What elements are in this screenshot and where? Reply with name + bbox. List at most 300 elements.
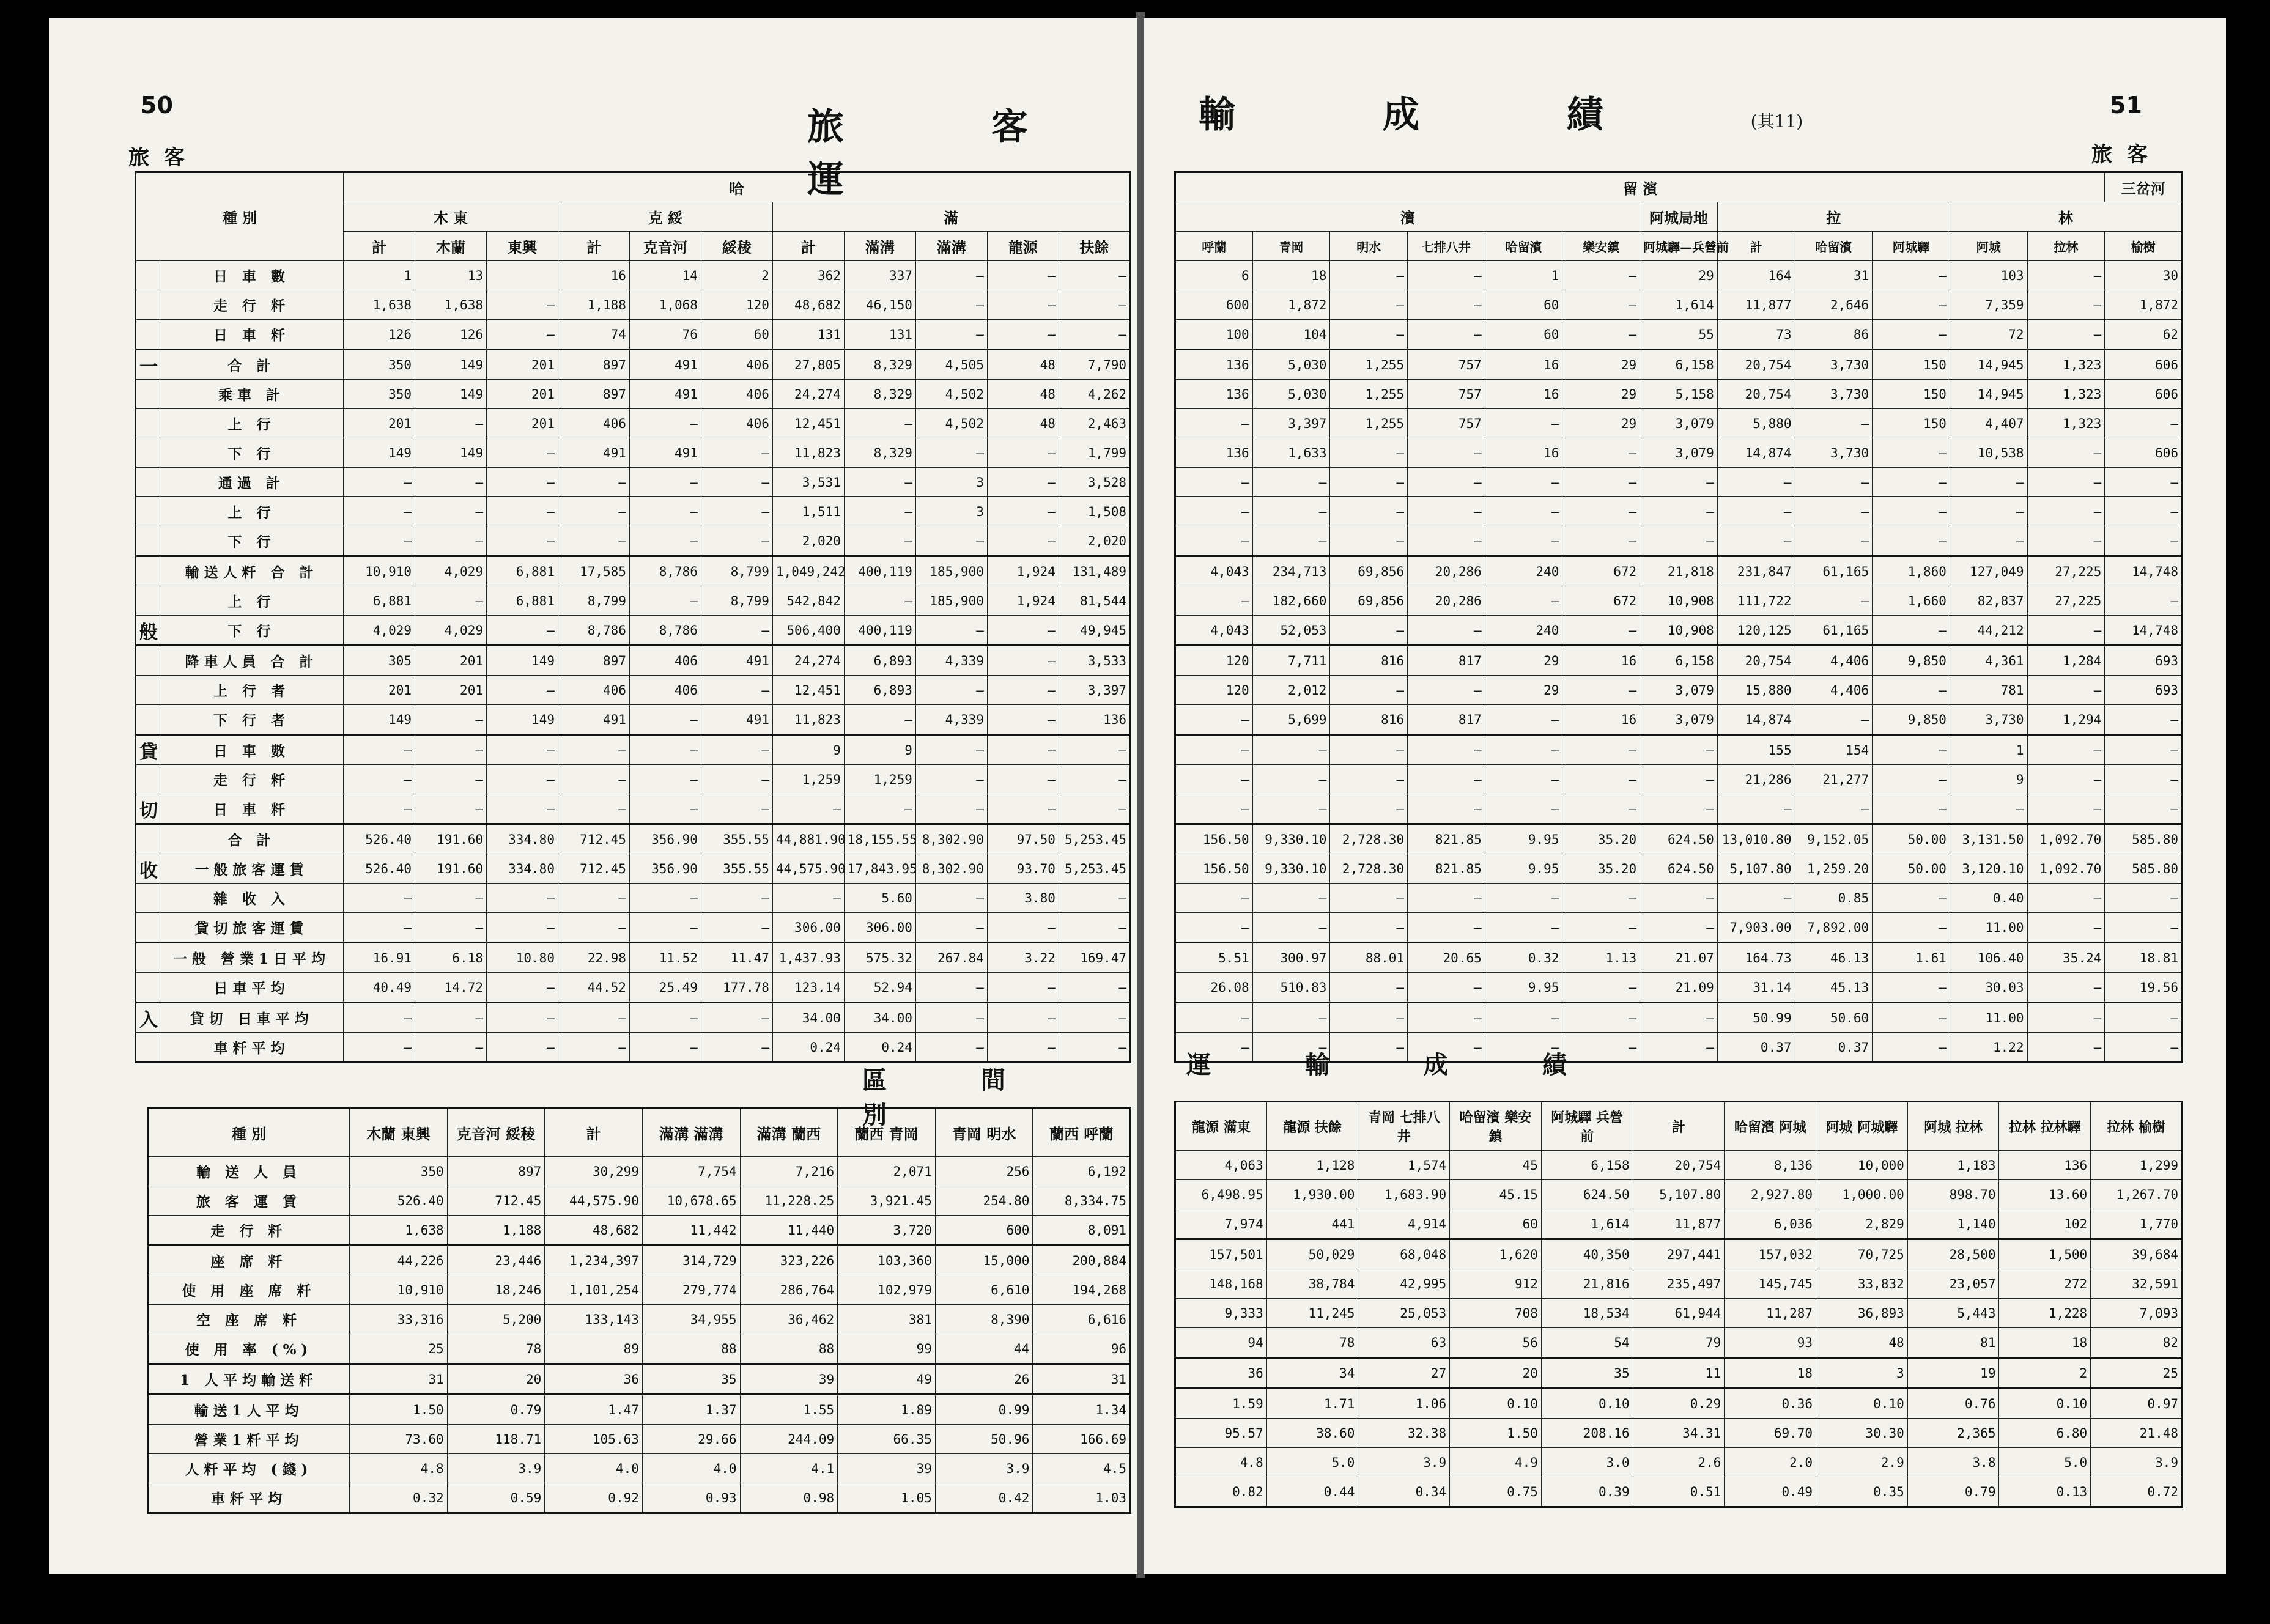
table-cell: 1,255 bbox=[1330, 380, 1408, 409]
table-cell: 7,974 bbox=[1175, 1209, 1267, 1239]
table-cell: — bbox=[1873, 1033, 1950, 1063]
table-cell: 120 bbox=[1175, 646, 1253, 676]
table-cell: — bbox=[1562, 261, 1640, 290]
table-cell: 1,574 bbox=[1358, 1151, 1450, 1180]
table-cell: — bbox=[915, 1033, 987, 1063]
table-cell: 7,754 bbox=[642, 1157, 740, 1186]
table-cell: 0.51 bbox=[1633, 1477, 1725, 1507]
table-cell: — bbox=[987, 646, 1059, 676]
table-cell: 52,053 bbox=[1252, 616, 1330, 646]
table-row bbox=[1175, 320, 2183, 350]
table-cell: — bbox=[486, 320, 558, 350]
column-header: 哈留濱 bbox=[1795, 232, 1873, 261]
table-cell: 600 bbox=[935, 1216, 1033, 1246]
table-cell: 50,029 bbox=[1266, 1239, 1358, 1269]
table-cell: — bbox=[486, 616, 558, 646]
table-cell: 177.78 bbox=[701, 973, 772, 1003]
table-cell: 2,829 bbox=[1816, 1209, 1908, 1239]
table-cell: — bbox=[701, 526, 772, 556]
table-cell: 106.40 bbox=[1950, 943, 2027, 973]
page-title: 旅 客 運 bbox=[807, 106, 1095, 201]
table-cell: 48,682 bbox=[772, 290, 844, 320]
table-cell: — bbox=[1330, 913, 1408, 943]
table-cell: 26 bbox=[935, 1364, 1033, 1395]
table-cell: 157,501 bbox=[1175, 1239, 1267, 1269]
table-cell: 1,299 bbox=[2091, 1151, 2183, 1180]
table-cell: — bbox=[415, 1003, 487, 1033]
table-cell: — bbox=[1485, 1033, 1562, 1063]
table-cell: — bbox=[1717, 468, 1795, 497]
table-cell: 5.51 bbox=[1175, 943, 1253, 973]
table-cell: 20,286 bbox=[1408, 556, 1485, 586]
table-cell: 350 bbox=[350, 1157, 448, 1186]
table-cell: 5,200 bbox=[447, 1305, 545, 1334]
table-cell: 5,699 bbox=[1252, 705, 1330, 735]
table-cell: 585.80 bbox=[2105, 824, 2183, 854]
col-group: 克 綏 bbox=[558, 202, 772, 232]
table-cell: 104 bbox=[1252, 320, 1330, 350]
col-group: 拉 bbox=[1717, 202, 1950, 232]
table-cell: — bbox=[1717, 884, 1795, 913]
table-cell: — bbox=[2027, 497, 2105, 526]
table-cell: 34.00 bbox=[772, 1003, 844, 1033]
table-cell: 12,451 bbox=[772, 676, 844, 705]
table-cell: 118.71 bbox=[447, 1425, 545, 1454]
table-cell: 6,158 bbox=[1640, 646, 1718, 676]
table-cell: 0.13 bbox=[1999, 1477, 2091, 1507]
table-cell: 3 bbox=[915, 468, 987, 497]
table-cell: 28,500 bbox=[1907, 1239, 1999, 1269]
table-cell: 131 bbox=[844, 320, 915, 350]
table-cell: — bbox=[987, 1003, 1059, 1033]
table-cell: — bbox=[1330, 676, 1408, 705]
table-cell: — bbox=[486, 794, 558, 824]
table-cell: 1 bbox=[1485, 261, 1562, 290]
table-cell: 11,442 bbox=[642, 1216, 740, 1246]
table-cell: 44,575.90 bbox=[772, 854, 844, 884]
table-cell: — bbox=[915, 794, 987, 824]
table-cell: — bbox=[1175, 884, 1253, 913]
table-cell: 12,451 bbox=[772, 409, 844, 438]
table-cell: — bbox=[1873, 526, 1950, 556]
table-cell: 6.80 bbox=[1999, 1419, 2091, 1448]
table-cell: 6,893 bbox=[844, 646, 915, 676]
table-cell: — bbox=[1252, 497, 1330, 526]
table-cell: 5,107.80 bbox=[1717, 854, 1795, 884]
table-cell: — bbox=[844, 468, 915, 497]
table-cell: — bbox=[1562, 913, 1640, 943]
table-row bbox=[148, 1305, 1131, 1334]
table-cell: — bbox=[415, 765, 487, 794]
table-cell: 69,856 bbox=[1330, 586, 1408, 616]
table-cell: 510.83 bbox=[1252, 973, 1330, 1003]
table-cell: 712.45 bbox=[447, 1186, 545, 1216]
table-cell: 1,255 bbox=[1330, 350, 1408, 380]
table-cell: 145,745 bbox=[1725, 1269, 1816, 1299]
table-cell: — bbox=[1873, 320, 1950, 350]
column-header: 阿城 bbox=[1950, 232, 2027, 261]
table-cell: 8,390 bbox=[935, 1305, 1033, 1334]
table-cell: — bbox=[1252, 1033, 1330, 1063]
table-cell: 35 bbox=[642, 1364, 740, 1395]
table-cell: 0.76 bbox=[1907, 1389, 1999, 1419]
table-cell: — bbox=[1485, 586, 1562, 616]
table-cell: 1,683.90 bbox=[1358, 1180, 1450, 1209]
table-cell: 73.60 bbox=[350, 1425, 448, 1454]
table-cell: 2,728.30 bbox=[1330, 824, 1408, 854]
table-cell: 27,225 bbox=[2027, 556, 2105, 586]
column-header: 計 bbox=[344, 232, 415, 261]
table-cell: 20 bbox=[447, 1364, 545, 1395]
table-cell: — bbox=[1950, 526, 2027, 556]
table-cell: 306.00 bbox=[772, 913, 844, 943]
table-row bbox=[148, 1275, 1131, 1305]
table-row bbox=[1175, 1269, 2183, 1299]
table-cell: 381 bbox=[838, 1305, 936, 1334]
table-row bbox=[1175, 409, 2183, 438]
column-header: 哈留濱 bbox=[1485, 232, 1562, 261]
table-cell: 76 bbox=[629, 320, 701, 350]
table-cell: 8,302.90 bbox=[915, 824, 987, 854]
row-group: 收 bbox=[136, 854, 160, 884]
table-cell: — bbox=[1873, 497, 1950, 526]
table-cell: — bbox=[844, 705, 915, 735]
table-cell: — bbox=[1640, 794, 1718, 824]
table-cell: 314,729 bbox=[642, 1246, 740, 1275]
table-cell: 9 bbox=[1950, 765, 2027, 794]
table-cell: — bbox=[844, 794, 915, 824]
table-cell: 35 bbox=[1541, 1358, 1633, 1389]
table-cell: — bbox=[987, 468, 1059, 497]
table-cell: — bbox=[486, 290, 558, 320]
table-cell: 33,316 bbox=[350, 1305, 448, 1334]
table-cell: 21.09 bbox=[1640, 973, 1718, 1003]
table-cell: — bbox=[415, 1033, 487, 1063]
table-cell: 61,165 bbox=[1795, 556, 1873, 586]
table-cell: 1.61 bbox=[1873, 943, 1950, 973]
table-cell: 0.32 bbox=[1485, 943, 1562, 973]
table-cell: 1,511 bbox=[772, 497, 844, 526]
table-cell: 69.70 bbox=[1725, 1419, 1816, 1448]
table-cell: — bbox=[1408, 1003, 1485, 1033]
table-cell: 70,725 bbox=[1816, 1239, 1908, 1269]
table-cell: 1,799 bbox=[1059, 438, 1130, 468]
table-cell: — bbox=[1640, 884, 1718, 913]
table-cell: 272 bbox=[1999, 1269, 2091, 1299]
table-cell: 3,120.10 bbox=[1950, 854, 2027, 884]
table-cell: 306.00 bbox=[844, 913, 915, 943]
table-cell: 624.50 bbox=[1541, 1180, 1633, 1209]
row-label: 使 用 座 席 粁 bbox=[148, 1275, 350, 1305]
table-cell: 136 bbox=[1175, 380, 1253, 409]
row-label: 下 行 bbox=[160, 526, 344, 556]
table-cell: 25 bbox=[350, 1334, 448, 1364]
table-cell: — bbox=[1562, 765, 1640, 794]
table-cell: 100 bbox=[1175, 320, 1253, 350]
table-cell: 1.50 bbox=[1450, 1419, 1542, 1448]
table-cell: 1.03 bbox=[1033, 1483, 1131, 1513]
table-cell: 21,286 bbox=[1717, 765, 1795, 794]
table-cell: — bbox=[558, 468, 629, 497]
table-cell: 491 bbox=[701, 646, 772, 676]
table-cell: 526.40 bbox=[344, 854, 415, 884]
table-cell: — bbox=[987, 735, 1059, 765]
table-cell: — bbox=[915, 735, 987, 765]
table-cell: 4,339 bbox=[915, 705, 987, 735]
table-row bbox=[136, 556, 1131, 586]
table-cell: 50.00 bbox=[1873, 854, 1950, 884]
table-cell: 4,029 bbox=[415, 616, 487, 646]
table-cell: 6,498.95 bbox=[1175, 1180, 1267, 1209]
table-cell: 693 bbox=[2105, 676, 2183, 705]
table-cell: — bbox=[701, 1003, 772, 1033]
table-cell: 0.75 bbox=[1450, 1477, 1542, 1507]
table-cell: 29 bbox=[1562, 409, 1640, 438]
table-cell: 3,397 bbox=[1059, 676, 1130, 705]
table-cell: — bbox=[486, 913, 558, 943]
row-label: 日 車 粁 bbox=[160, 794, 344, 824]
table-cell: 149 bbox=[344, 705, 415, 735]
row-label: 一般 營業1日平均 bbox=[160, 943, 344, 973]
column-header: 滿溝 蘭西 bbox=[740, 1108, 838, 1157]
row-label: 乘車 計 bbox=[160, 380, 344, 409]
table-cell: 1,228 bbox=[1999, 1299, 2091, 1328]
table-cell: — bbox=[344, 1003, 415, 1033]
table-cell: 1,872 bbox=[2105, 290, 2183, 320]
table-cell: 13,010.80 bbox=[1717, 824, 1795, 854]
table-cell: 1,068 bbox=[629, 290, 701, 320]
table-cell: 21,277 bbox=[1795, 765, 1873, 794]
table-row bbox=[148, 1334, 1131, 1364]
table-cell: 10,908 bbox=[1640, 586, 1718, 616]
column-header: 克音河 綏稜 bbox=[447, 1108, 545, 1157]
table-cell: 14,748 bbox=[2105, 556, 2183, 586]
table-cell: 3,131.50 bbox=[1950, 824, 2027, 854]
column-header: 克音河 bbox=[629, 232, 701, 261]
table-cell bbox=[486, 261, 558, 290]
table-cell: 821.85 bbox=[1408, 854, 1485, 884]
table-cell: — bbox=[1717, 497, 1795, 526]
table-cell: 1,092.70 bbox=[2027, 824, 2105, 854]
table-cell: — bbox=[558, 1003, 629, 1033]
table-cell: 0.24 bbox=[844, 1033, 915, 1063]
table-cell: — bbox=[1950, 497, 2027, 526]
table-cell: — bbox=[987, 1033, 1059, 1063]
row-group bbox=[136, 261, 160, 290]
table-cell: 300.97 bbox=[1252, 943, 1330, 973]
table-cell: 491 bbox=[558, 705, 629, 735]
table-cell: 68,048 bbox=[1358, 1239, 1450, 1269]
table-cell: 39 bbox=[740, 1364, 838, 1395]
table-row bbox=[136, 1033, 1131, 1063]
table-cell: — bbox=[2027, 735, 2105, 765]
table-cell: 6,881 bbox=[344, 586, 415, 616]
row-label: 走 行 粁 bbox=[160, 290, 344, 320]
table-cell: 201 bbox=[486, 380, 558, 409]
table-cell: 9,152.05 bbox=[1795, 824, 1873, 854]
table-cell: 42,995 bbox=[1358, 1269, 1450, 1299]
table-row bbox=[1175, 943, 2183, 973]
table-cell: 120 bbox=[701, 290, 772, 320]
table-cell: 45.15 bbox=[1450, 1180, 1542, 1209]
table-cell: — bbox=[1485, 1003, 1562, 1033]
table-cell: 149 bbox=[415, 380, 487, 409]
table-cell: 3,397 bbox=[1252, 409, 1330, 438]
table-cell: 60 bbox=[1450, 1209, 1542, 1239]
row-label: 車粁平均 bbox=[148, 1483, 350, 1513]
table-cell: 1,614 bbox=[1541, 1209, 1633, 1239]
table-cell: — bbox=[558, 884, 629, 913]
table-cell: — bbox=[1252, 468, 1330, 497]
table-cell: 2,646 bbox=[1795, 290, 1873, 320]
table-cell: 231,847 bbox=[1717, 556, 1795, 586]
table-cell: — bbox=[558, 1033, 629, 1063]
table-cell: 17,585 bbox=[558, 556, 629, 586]
group-header: 哈 bbox=[344, 172, 1131, 202]
table-cell: 11,228.25 bbox=[740, 1186, 838, 1216]
table-cell: — bbox=[701, 884, 772, 913]
table-cell: — bbox=[1330, 497, 1408, 526]
row-group bbox=[136, 290, 160, 320]
column-header: 計 bbox=[545, 1108, 643, 1157]
table-cell: 334.80 bbox=[486, 854, 558, 884]
table-cell: 4,914 bbox=[1358, 1209, 1450, 1239]
table-cell: 1,930.00 bbox=[1266, 1180, 1358, 1209]
table-cell: 1.71 bbox=[1266, 1389, 1358, 1419]
table-row bbox=[136, 646, 1131, 676]
table-cell: 11.52 bbox=[629, 943, 701, 973]
table-cell: 0.72 bbox=[2091, 1477, 2183, 1507]
table-cell: 169.47 bbox=[1059, 943, 1130, 973]
table-cell: 21.48 bbox=[2091, 1419, 2183, 1448]
table-cell: — bbox=[1873, 884, 1950, 913]
table-cell: 406 bbox=[629, 646, 701, 676]
table-cell: 406 bbox=[629, 676, 701, 705]
row-label: 座 席 粁 bbox=[148, 1246, 350, 1275]
table-cell: — bbox=[1485, 526, 1562, 556]
table-cell: — bbox=[915, 913, 987, 943]
table-cell: 362 bbox=[772, 261, 844, 290]
table-cell: 4,339 bbox=[915, 646, 987, 676]
table-cell: 8,786 bbox=[558, 616, 629, 646]
table-cell: 156.50 bbox=[1175, 854, 1253, 884]
table-cell: 25 bbox=[2091, 1358, 2183, 1389]
table-cell: 31.14 bbox=[1717, 973, 1795, 1003]
table-cell: 191.60 bbox=[415, 854, 487, 884]
table-cell: — bbox=[415, 884, 487, 913]
table-cell: 56 bbox=[1450, 1328, 1542, 1358]
table-cell: — bbox=[1408, 497, 1485, 526]
table-cell: — bbox=[915, 526, 987, 556]
table-cell: — bbox=[1562, 438, 1640, 468]
table-cell: 14,874 bbox=[1717, 705, 1795, 735]
table-cell: 164.73 bbox=[1717, 943, 1795, 973]
column-header: 滿溝 bbox=[915, 232, 987, 261]
table-cell: 15,000 bbox=[935, 1246, 1033, 1275]
col-group: 林 bbox=[1950, 202, 2182, 232]
table-cell: 44,226 bbox=[350, 1246, 448, 1275]
table-cell: 757 bbox=[1408, 380, 1485, 409]
table-cell: — bbox=[701, 438, 772, 468]
table-cell: 2.9 bbox=[1816, 1448, 1908, 1477]
table-row bbox=[148, 1157, 1131, 1186]
table-cell: — bbox=[2027, 913, 2105, 943]
table-cell: — bbox=[1795, 497, 1873, 526]
table-cell: — bbox=[1562, 1033, 1640, 1063]
table-cell: — bbox=[629, 705, 701, 735]
table-cell: 1,101,254 bbox=[545, 1275, 643, 1305]
table-cell: 29 bbox=[1562, 380, 1640, 409]
table-cell: 20,286 bbox=[1408, 586, 1485, 616]
table-cell: 8,786 bbox=[629, 556, 701, 586]
table-cell: — bbox=[1175, 526, 1253, 556]
table-cell: — bbox=[915, 765, 987, 794]
table-cell: 5,107.80 bbox=[1633, 1180, 1725, 1209]
table-cell: — bbox=[1175, 409, 1253, 438]
table-cell: — bbox=[1059, 973, 1130, 1003]
table-cell: — bbox=[1873, 468, 1950, 497]
table-cell: 16 bbox=[558, 261, 629, 290]
table-cell: — bbox=[1175, 468, 1253, 497]
table-cell: 93 bbox=[1725, 1328, 1816, 1358]
column-header: 扶餘 bbox=[1059, 232, 1130, 261]
table-cell: 50.00 bbox=[1873, 824, 1950, 854]
table-cell: 34.31 bbox=[1633, 1419, 1725, 1448]
table-cell: 1,000.00 bbox=[1816, 1180, 1908, 1209]
table-cell: 155 bbox=[1717, 735, 1795, 765]
table-cell: 36 bbox=[545, 1364, 643, 1395]
table-cell: — bbox=[1562, 735, 1640, 765]
table-cell: 1,924 bbox=[987, 586, 1059, 616]
table-cell: 157,032 bbox=[1725, 1239, 1816, 1269]
table-cell: 600 bbox=[1175, 290, 1253, 320]
table-cell: 4,407 bbox=[1950, 409, 2027, 438]
table-cell: 897 bbox=[558, 350, 629, 380]
table-cell: — bbox=[1562, 616, 1640, 646]
row-label: 通過 計 bbox=[160, 468, 344, 497]
table-cell: — bbox=[2105, 1033, 2183, 1063]
table-cell: 542,842 bbox=[772, 586, 844, 616]
column-header: 哈留濱 樂安鎮 bbox=[1450, 1102, 1542, 1151]
table-row bbox=[1175, 824, 2183, 854]
head-label: 種 別 bbox=[136, 172, 344, 261]
table-cell: 1,323 bbox=[2027, 409, 2105, 438]
table-cell: 1.89 bbox=[838, 1395, 936, 1425]
table-row bbox=[136, 438, 1131, 468]
row-group bbox=[136, 380, 160, 409]
row-label: 1 人平均輸送粁 bbox=[148, 1364, 350, 1395]
table-cell: 201 bbox=[344, 409, 415, 438]
table-cell: 3,079 bbox=[1640, 438, 1718, 468]
table-cell: 4.1 bbox=[740, 1454, 838, 1483]
table-cell: 1,255 bbox=[1330, 409, 1408, 438]
table-row bbox=[136, 616, 1131, 646]
table-cell: — bbox=[1330, 468, 1408, 497]
table-cell: 8,329 bbox=[844, 350, 915, 380]
table-cell: 1,638 bbox=[344, 290, 415, 320]
table-cell: — bbox=[1252, 735, 1330, 765]
table-cell: 0.10 bbox=[1816, 1389, 1908, 1419]
table-cell: — bbox=[344, 526, 415, 556]
row-group: 切 bbox=[136, 794, 160, 824]
column-header: 拉林 bbox=[2027, 232, 2105, 261]
table-cell: 18 bbox=[1252, 261, 1330, 290]
table-cell: 18 bbox=[1999, 1328, 2091, 1358]
table-cell: — bbox=[1408, 438, 1485, 468]
column-header: 計 bbox=[1717, 232, 1795, 261]
table-cell: — bbox=[701, 794, 772, 824]
table-cell: — bbox=[415, 526, 487, 556]
